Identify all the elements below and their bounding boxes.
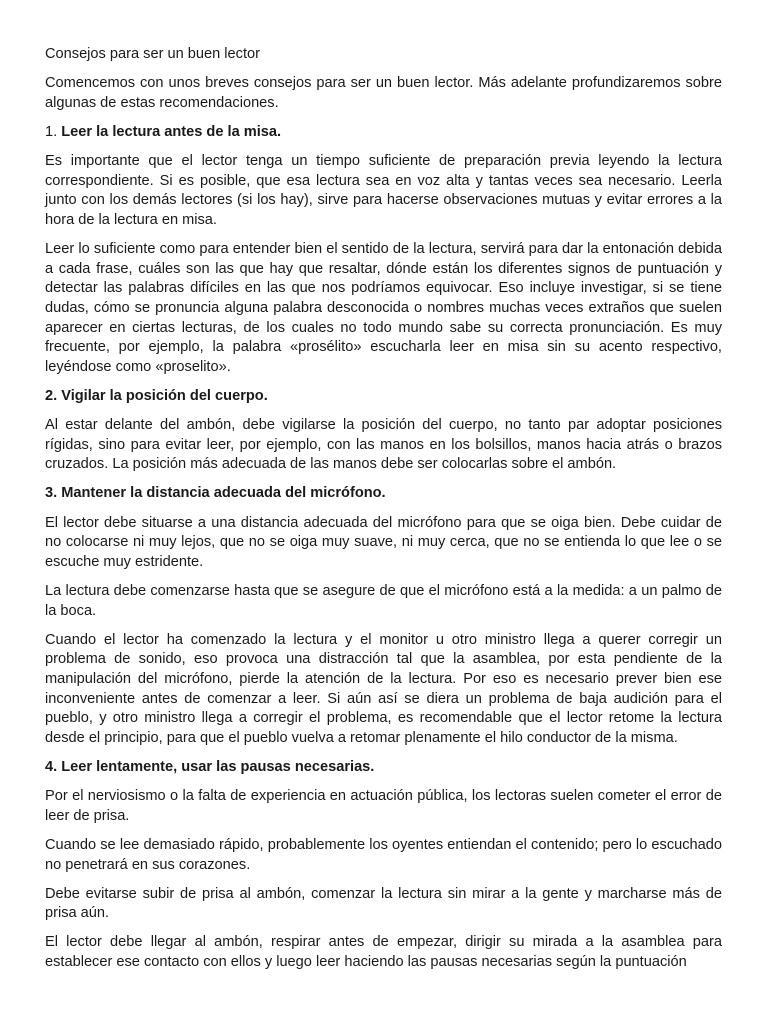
section-2-title: 2. Vigilar la posición del cuerpo.: [45, 387, 268, 404]
section-1-paragraph-1: Es importante que el lector tenga un tiempo suficiente de preparación previa leyendo la lectura correspondiente. Si es posible, que esa lectura sea en voz alta y tantas veces sea necesario. Leerla junto con los demás lectores (si los hay), sirve para hacerse observaciones mutuas y evitar errores a la hora de la lectura en misa.: [45, 153, 722, 228]
section-4-paragraph-1: Por el nerviosismo o la falta de experiencia en actuación pública, los lectoras suelen cometer el error de leer de prisa.: [45, 788, 722, 824]
section-3-paragraph-2: La lectura debe comenzarse hasta que se asegure de que el micrófono está a la medida: a un palmo de la boca.: [45, 583, 722, 619]
document-title: Consejos para ser un buen lector: [45, 46, 260, 62]
section-2-heading: [45, 387, 722, 407]
section-3-title: 3. Mantener la distancia adecuada del micrófono.: [45, 485, 386, 502]
section-4-paragraph-2: Cuando se lee demasiado rápido, probablemente los oyentes entiendan el contenido; pero lo escuchado no penetrará en sus corazones.: [45, 836, 722, 873]
section-2-paragraph-1: Al estar delante del ambón, debe vigilarse la posición del cuerpo, no tanto par adoptar posiciones rígidas, sino para evitar leer, por ejemplo, con las manos en los bolsillos, manos hacia atrás o brazos cruzados. La posición más adecuada de las manos debe ser colocarlas sobre el ambón.: [45, 417, 722, 473]
section-3-paragraph-1: El lector debe situarse a una distancia adecuada del micrófono para que se oiga bien. Debe cuidar de no colocarse ni muy lejos, que no se oiga muy suave, ni muy cerca, que no se entienda lo que lee o se escuche muy estridente.: [45, 514, 722, 570]
section-1-paragraph-2: Leer lo suficiente como para entender bien el sentido de la lectura, servirá para dar la entonación debida a cada frase, cuáles son las que hay que resaltar, dónde están los diferentes signos de puntuación y detectar las palabras difíciles en las que nos podríamos equivocar. Eso incluye investigar, si se tiene dudas, cómo se pronuncia alguna palabra desconocida o nombres muchas veces extraños que suelen aparecer en ciertas lecturas, de los cuales no todo mundo sabe su correcta pronunciación. Es muy frecuente, por ejemplo, la palabra «prosélito» escucharla leer en misa sin su acento respectivo, leyéndose como «proselito».: [45, 241, 722, 375]
section-3-heading: [45, 484, 722, 504]
intro-paragraph: Comencemos con unos breves consejos para ser un buen lector. Más adelante profundizaremos sobre algunas de estas recomendaciones.: [45, 75, 722, 111]
section-4-paragraph-3: Debe evitarse subir de prisa al ambón, comenzar la lectura sin mirar a la gente y marcharse más de prisa aún.: [45, 885, 722, 922]
section-4-paragraph-4: El lector debe llegar al ambón, respirar antes de empezar, dirigir su mirada a la asamblea para establecer ese contacto con ellos y luego leer haciendo las pausas necesarias según la puntuación: [45, 934, 722, 971]
document-page: [45, 45, 722, 982]
section-4-title: 4. Leer lentamente, usar las pausas necesarias.: [45, 758, 375, 775]
section-1-heading: [45, 123, 722, 143]
section-3-paragraph-3: Cuando el lector ha comenzado la lectura y el monitor u otro ministro llega a querer corregir un problema de sonido, eso provoca una distracción tal que la asamblea, por esta pendiente de la manipulación del micrófono, pierde la atención de la lectura. Por eso es necesario prever bien ese inconveniente antes de comenzar a leer. Si aún así se diera un problema de baja audición para el pueblo, y otro ministro llega a corregir el problema, es recomendable que el lector retome la lectura desde el principio, para que el pueblo vuelva a retomar plenamente el hilo conductor de la misma.: [45, 631, 722, 746]
section-1-title: Leer la lectura antes de la misa.: [61, 123, 282, 140]
section-1-number: 1.: [45, 123, 62, 140]
section-4-heading: [45, 758, 722, 778]
